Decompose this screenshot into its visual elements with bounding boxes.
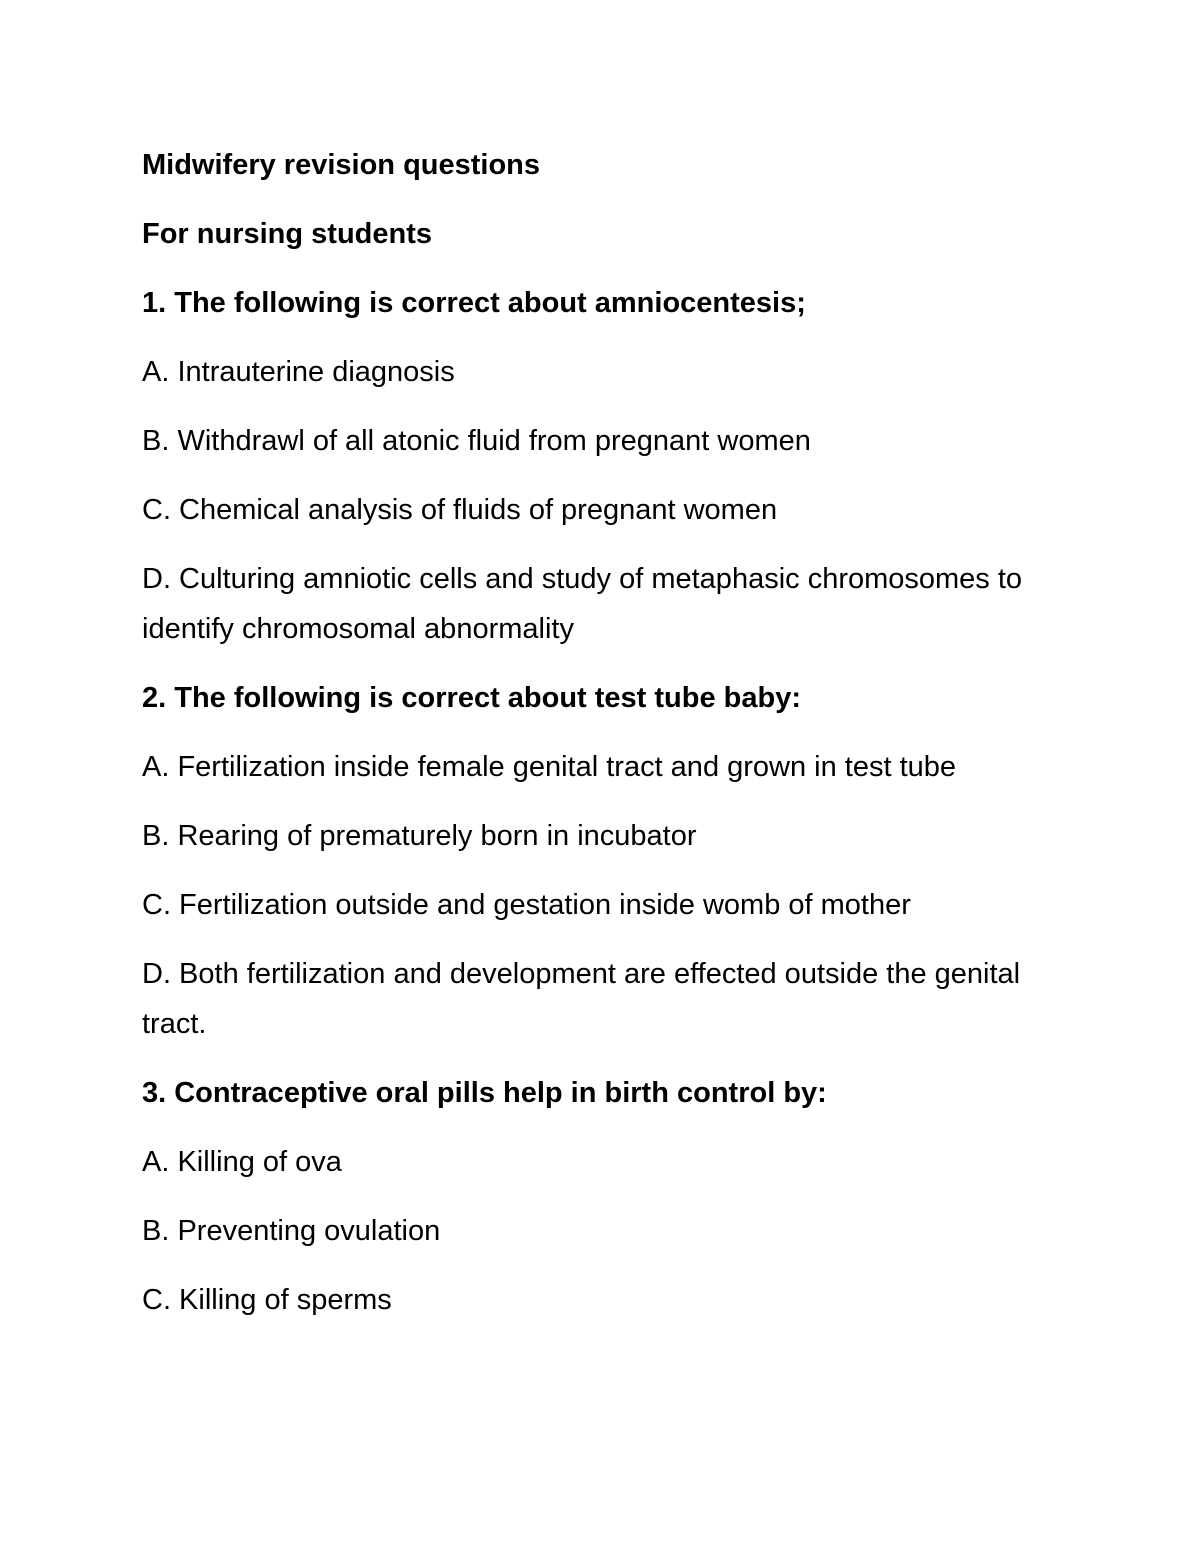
question-2-option-c: C. Fertilization outside and gestation inside womb of mother: [142, 889, 911, 921]
question-1-stem: 1. The following is correct about amniocentesis;: [142, 287, 806, 319]
question-3-option-c: C. Killing of sperms: [142, 1284, 392, 1316]
question-1-option-d: D. Culturing amniotic cells and study of metaphasic chromosomes to identify chromosomal abnormality: [142, 563, 1023, 645]
question-2-option-b: B. Rearing of prematurely born in incubator: [142, 820, 697, 852]
document-subtitle: For nursing students: [142, 218, 432, 250]
question-2-option-a: A. Fertilization inside female genital tract and grown in test tube: [142, 751, 957, 783]
question-1-option-a: A. Intrauterine diagnosis: [142, 356, 455, 388]
question-3-option-b: B. Preventing ovulation: [142, 1215, 441, 1247]
question-2-option-d: D. Both fertilization and development are effected outside the genital tract.: [142, 958, 1021, 1040]
question-1-option-b: B. Withdrawl of all atonic fluid from pregnant women: [142, 425, 811, 457]
question-1-option-c: C. Chemical analysis of fluids of pregnant women: [142, 494, 778, 526]
document-page: [142, 140, 1062, 1344]
document-title: Midwifery revision questions: [142, 149, 541, 181]
question-2-stem: 2. The following is correct about test tube baby:: [142, 682, 802, 714]
question-3-stem: 3. Contraceptive oral pills help in birth control by:: [142, 1077, 827, 1109]
question-3-option-a: A. Killing of ova: [142, 1146, 342, 1178]
